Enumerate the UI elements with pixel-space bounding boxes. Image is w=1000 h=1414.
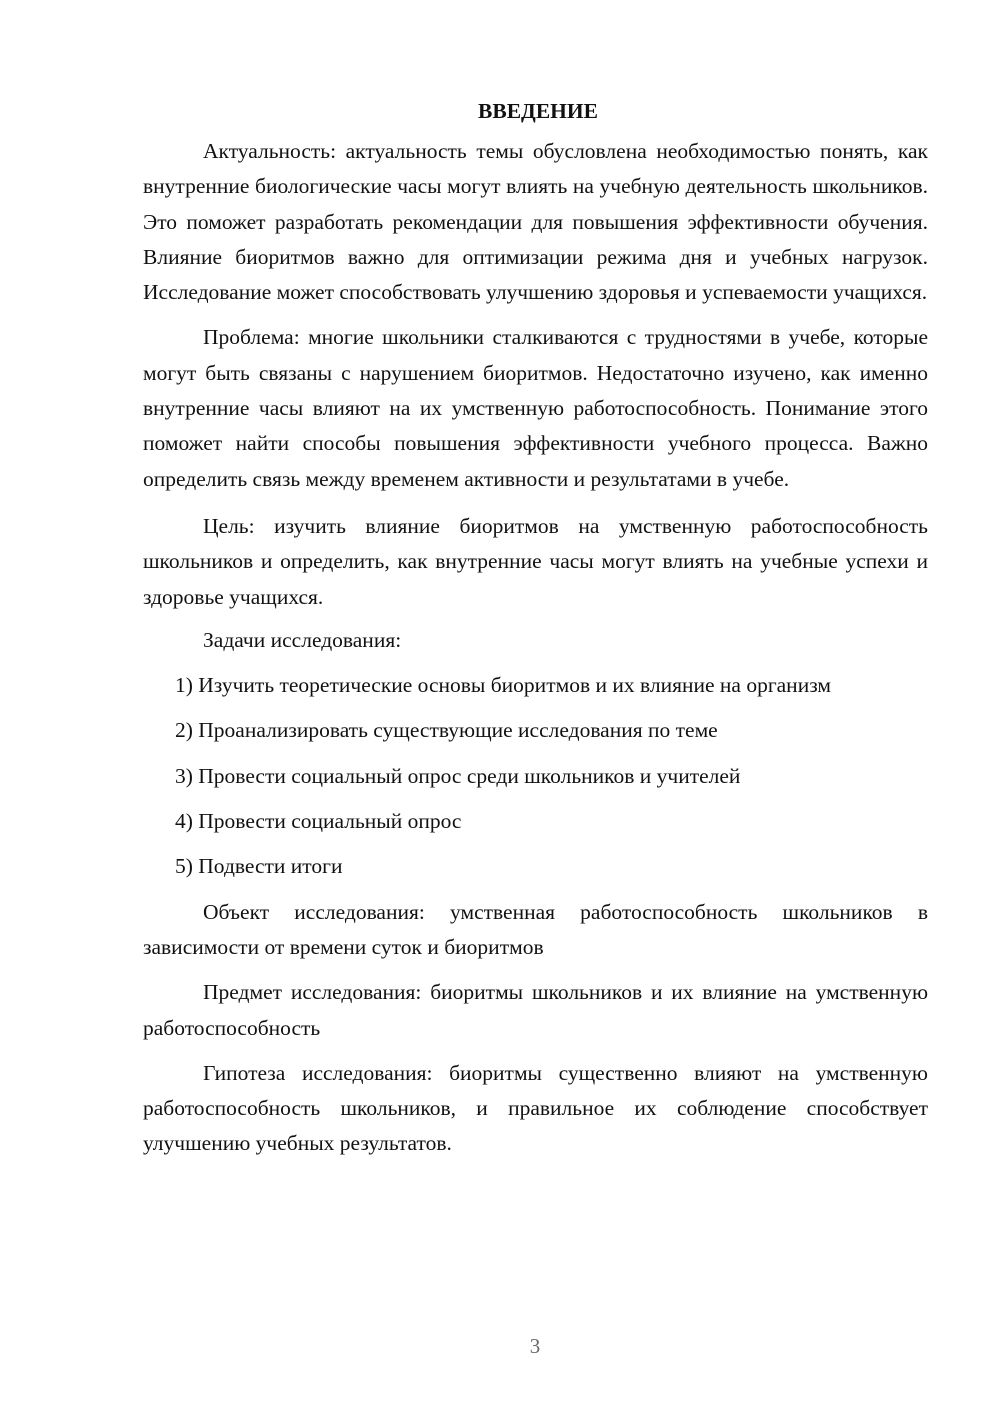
document-page [143, 96, 928, 1172]
tasks-heading: Задачи исследования: [203, 627, 402, 652]
hypothesis-paragraph: Гипотеза исследования: биоритмы существенно влияют на умственную работоспособность школьников, и правильное их соблюдение способствует улучшению учебных результатов. [143, 1060, 928, 1156]
relevance-paragraph: Актуальность: актуальность темы обусловлена необходимостью понять, как внутренние биологические часы могут влиять на учебную деятельность школьников. Это поможет разработать рекомендации для повышения эффективности обучения. Влияние биоритмов важно для оптимизации режима дня и учебных нагрузок. Исследование может способствовать улучшению здоровья и успеваемости учащихся. [143, 139, 928, 305]
task-item: 2) Проанализировать существующие исследования по теме [175, 718, 718, 743]
task-list [143, 668, 928, 884]
task-item: 5) Подвести итоги [175, 854, 343, 879]
task-item: 1) Изучить теоретические основы биоритмов и их влияние на организм [175, 673, 831, 698]
task-item: 3) Провести социальный опрос среди школьников и учителей [175, 763, 741, 788]
goal-paragraph: Цель: изучить влияние биоритмов на умственную работоспособность школьников и определить, как внутренние часы могут влиять на учебные успехи и здоровье учащихся. [143, 513, 928, 609]
page-title: ВВЕДЕНИЕ [478, 99, 598, 123]
task-item: 4) Провести социальный опрос [175, 809, 462, 834]
subject-paragraph: Предмет исследования: биоритмы школьников и их влияние на умственную работоспособность [143, 980, 928, 1040]
problem-paragraph: Проблема: многие школьники сталкиваются с трудностями в учебе, которые могут быть связаны с нарушением биоритмов. Недостаточно изучено, как именно внутренние часы влияют на их умственную работоспособность. Понимание этого поможет найти способы повышения эффективности учебного процесса. Важно определить связь между временем активности и результатами в учебе. [143, 325, 928, 491]
object-paragraph: Объект исследования: умственная работоспособность школьников в зависимости от времени суток и биоритмов [143, 899, 928, 959]
page-number: 3 [529, 1334, 541, 1358]
